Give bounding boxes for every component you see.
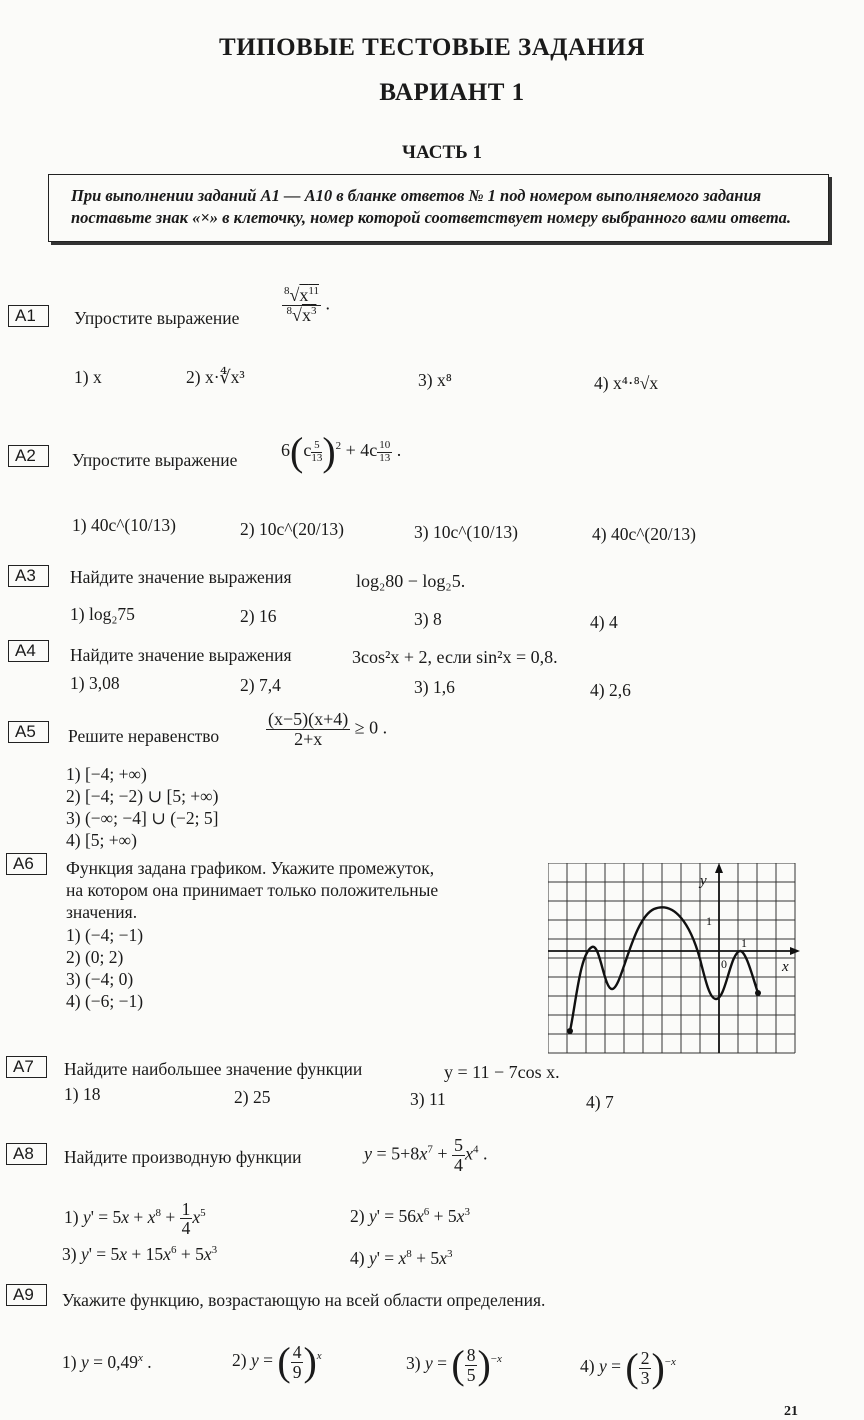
task-a9-option-2: 2) y = ( $\frac{4}{9}$ )$^x$ xyxy=(232,1339,322,1384)
task-a1-expression: $\frac{^8√x^{11}}{^8√x^3}$ . xyxy=(284,285,330,325)
task-label-a3: A3 xyxy=(8,565,49,587)
task-a7-option-3: 3) 11 xyxy=(410,1089,446,1109)
task-a1-option-3: 3) x⁸ xyxy=(418,370,452,390)
task-a8-expression: $y = 5+8x^7$ + $\frac{5}{4}$ $x^4$ . xyxy=(364,1135,488,1175)
graph-tick-y: 1 xyxy=(706,914,712,928)
task-a9-option-4-number: 4) xyxy=(580,1356,595,1377)
task-label-a7: A7 xyxy=(6,1056,47,1078)
task-a3-option-1: 1) log₂75 xyxy=(70,604,135,624)
task-a9-option-2-number: 2) xyxy=(232,1350,247,1371)
graph-curve xyxy=(570,907,758,1031)
graph-tick-x: 1 xyxy=(741,936,747,950)
part-heading: ЧАСТЬ 1 xyxy=(402,142,482,163)
task-a1-option-1: 1) x xyxy=(74,367,102,387)
task-a5-option-2: 2) [−4; −2) ∪ [5; +∞) xyxy=(66,786,219,806)
task-a8-option-3: 3) $y' = 5x + 15x^6 + 5x^3$ xyxy=(62,1244,218,1264)
task-a6-option-3: 3) (−4; 0) xyxy=(66,969,134,989)
task-a8-option-1-number: 1) xyxy=(64,1206,79,1227)
task-a4-option-1: 1) 3,08 xyxy=(70,673,120,693)
task-label-a6: A6 xyxy=(6,853,47,875)
task-label-a8: A8 xyxy=(6,1143,47,1165)
task-a7-option-4: 4) 7 xyxy=(586,1092,614,1112)
task-a2-option-4: 4) 40c^(20/13) xyxy=(592,524,696,544)
graph-start-point xyxy=(567,1028,573,1034)
task-a6-prompt-line1: Функция задана графиком. Укажите промежуток, xyxy=(66,858,435,878)
task-a5-option-3: 3) (−∞; −4] ∪ (−2; 5] xyxy=(66,808,219,828)
task-a4-expression: 3cos²x + 2, если sin²x = 0,8. xyxy=(352,647,558,667)
function-graph xyxy=(548,863,800,1057)
task-a3-option-3: 3) 8 xyxy=(414,609,442,629)
task-a7-prompt: Найдите наибольшее значение функции xyxy=(64,1059,363,1079)
task-a4-prompt: Найдите значение выражения xyxy=(70,645,292,665)
title-line2: ВАРИАНТ 1 xyxy=(379,79,525,106)
task-a5-option-1: 1) [−4; +∞) xyxy=(66,764,147,784)
task-a1-option-2: 2) x·∜x³ xyxy=(186,367,245,387)
task-a3-expression: log₂80 − log₂5. xyxy=(356,571,466,591)
task-a9-option-3-number: 3) xyxy=(406,1353,421,1374)
task-a7-option-2: 2) 25 xyxy=(234,1087,271,1107)
task-label-a4: A4 xyxy=(8,640,49,662)
task-a4-option-2: 2) 7,4 xyxy=(240,675,281,695)
graph-y-label: y xyxy=(700,873,707,889)
task-a5-expression: $\frac{(x-5)(x+4)}{2+x}$ ≥ 0 . xyxy=(268,709,388,749)
instruction-box: При выполнении заданий А1 — А10 в бланке ответов № 1 под номером выполняемого задания поставьте знак «×» в клеточку, номер которой соответствует номеру выбранного вами ответа. xyxy=(48,174,829,242)
task-a5-prompt: Решите неравенство xyxy=(68,726,220,746)
page-number: 21 xyxy=(784,1404,798,1419)
task-a7-expression: y = 11 − 7cos x. xyxy=(444,1062,560,1082)
task-a9-option-4: 4) y = ( $\frac{2}{3}$ )$^{-x}$ xyxy=(580,1345,676,1390)
task-a6-prompt-line2: на котором она принимает только положительные xyxy=(66,880,439,900)
task-a7-option-1: 1) 18 xyxy=(64,1084,101,1104)
task-a8-option-4: 4) $y' = x^8 + 5x^3$ xyxy=(350,1248,453,1268)
task-a4-option-3: 3) 1,6 xyxy=(414,677,455,697)
task-a8-option-4-number: 4) xyxy=(350,1248,365,1268)
graph-x-label: x xyxy=(782,959,789,975)
task-a2-option-3: 3) 10c^(10/13) xyxy=(414,522,518,542)
task-label-a5: A5 xyxy=(8,721,49,743)
task-a6-option-4: 4) (−6; −1) xyxy=(66,991,144,1011)
task-a2-option-2: 2) 10c^(20/13) xyxy=(240,519,344,539)
task-a8-option-2-number: 2) xyxy=(350,1206,365,1226)
task-a2-expression: 6(c $\frac{5}{13}$ )$^2$ + 4c $\frac{10}{13}$ . xyxy=(281,429,402,474)
task-label-a2: A2 xyxy=(8,445,49,467)
task-a1-prompt: Упростите выражение xyxy=(74,308,240,328)
task-a6-option-1: 1) (−4; −1) xyxy=(66,925,144,945)
task-a3-prompt: Найдите значение выражения xyxy=(70,567,292,587)
graph-end-point xyxy=(755,990,761,996)
task-label-a9: A9 xyxy=(6,1284,47,1306)
task-a8-prompt: Найдите производную функции xyxy=(64,1147,302,1167)
task-a2-option-1: 1) 40c^(10/13) xyxy=(72,515,176,535)
task-a8-option-1: 1) $y' = 5x + x^8$ + $\frac{1}{4}$ $x^5$ xyxy=(64,1199,206,1239)
task-a9-prompt: Укажите функцию, возрастающую на всей области определения. xyxy=(62,1290,546,1310)
task-a6-prompt-line3: значения. xyxy=(66,902,138,922)
task-a8-option-2: 2) $y' = 56x^6 + 5x^3$ xyxy=(350,1206,470,1226)
graph-y-arrow xyxy=(715,863,723,873)
task-a1-option-4: 4) x⁴·⁸√x xyxy=(594,373,659,393)
task-a4-option-4: 4) 2,6 xyxy=(590,680,631,700)
task-a2-prompt: Упростите выражение xyxy=(72,450,238,470)
task-a6-option-2: 2) (0; 2) xyxy=(66,947,124,967)
task-label-a1: A1 xyxy=(8,305,49,327)
task-a3-option-2: 2) 16 xyxy=(240,606,277,626)
task-a3-option-4: 4) 4 xyxy=(590,612,618,632)
graph-origin: 0 xyxy=(721,957,727,971)
task-a9-option-3: 3) y = ( $\frac{8}{5}$ )$^{-x}$ xyxy=(406,1342,502,1387)
task-a8-option-3-number: 3) xyxy=(62,1244,77,1264)
task-a9-option-1: 1) $y = 0,49^x$ . xyxy=(62,1352,152,1372)
title-line1: ТИПОВЫЕ ТЕСТОВЫЕ ЗАДАНИЯ xyxy=(219,34,645,61)
task-a9-option-1-number: 1) xyxy=(62,1352,77,1372)
task-a5-option-4: 4) [5; +∞) xyxy=(66,830,137,850)
